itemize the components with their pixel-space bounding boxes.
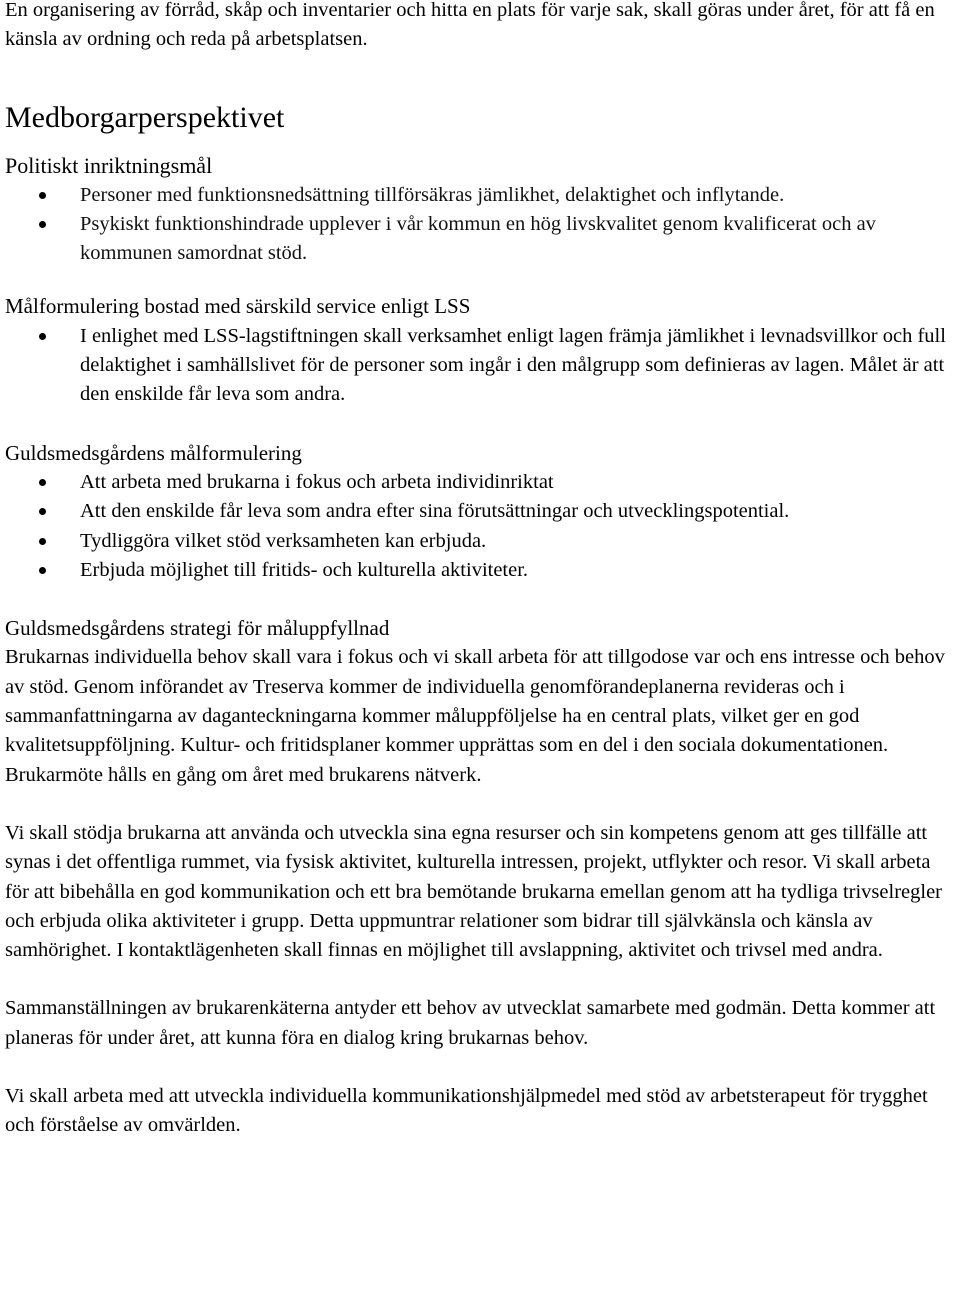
bullet-icon <box>39 538 46 545</box>
list-item-text: Att arbeta med brukarna i fokus och arbeta individinriktat <box>80 470 554 493</box>
spacer <box>5 790 957 819</box>
list-item-text: Erbjuda möjlighet till fritids- och kulturella aktiviteter. <box>80 558 529 581</box>
bullet-icon <box>39 192 46 199</box>
list-item-text: Att den enskilde får leva som andra efter sina förutsättningar och utvecklingspotential. <box>80 500 790 523</box>
bullet-icon <box>39 333 46 340</box>
spacer <box>5 1053 957 1082</box>
bullet-icon <box>39 479 46 486</box>
strategy-paragraph: Sammanställningen av brukarenkäterna antyder ett behov av utvecklat samarbete med godmän. Detta kommer att planeras för under året, att kunna föra en dialog kring brukarnas behov. <box>5 997 936 1049</box>
list-item-text: Tydliggöra vilket stöd verksamheten kan erbjuda. <box>80 529 487 552</box>
spacer <box>5 268 957 292</box>
list-item-text: Personer med funktionsnedsättning tillförsäkras jämlikhet, delaktighet och inflytande. <box>80 183 785 206</box>
document-page <box>5 0 957 1141</box>
strategy-heading: Guldsmedsgårdens strategi för måluppfyllnad <box>5 616 390 641</box>
intro-paragraph: En organisering av förråd, skåp och inventarier och hitta en plats för varje sak, skall göras under året, för att få en känsla av ordning och reda på arbetsplatsen. <box>5 0 935 51</box>
main-heading: Medborgarperspektivet <box>5 100 285 134</box>
policy-heading: Politiskt inriktningsmål <box>5 152 213 178</box>
bullet-icon <box>39 508 46 515</box>
list-item <box>5 322 957 410</box>
bullet-icon <box>39 567 46 574</box>
list-item <box>5 210 957 269</box>
strategy-paragraph: Vi skall stödja brukarna att använda och utveckla sina egna resurser och sin kompetens genom att ges tillfälle att synas i det offentliga rummet, via fysisk aktivitet, kulturella intressen, projekt, utflykter och resor. Vi skall arbeta för att bibehålla en god kommunikation och ett bra bemötande brukarna emellan genom att ha tydliga trivselregler och erbjuda olika aktiviteter i grupp. Detta uppmuntrar relationer som bidrar till självkänsla och känsla av samhörighet. I kontaktlägenheten skall finnas en möjlighet till avslappning, aktivitet och trivsel med andra. <box>5 821 942 962</box>
lss-list <box>5 322 957 410</box>
list-item-text: Psykiskt funktionshindrade upplever i vår kommun en hög livskvalitet genom kvalificerat och av kommunen samordnat stöd. <box>80 212 876 265</box>
lss-heading: Målformulering bostad med särskild service enligt LSS <box>5 294 471 319</box>
policy-list <box>5 181 957 269</box>
list-item <box>5 527 957 556</box>
list-item <box>5 468 957 497</box>
bullet-icon <box>39 221 46 228</box>
strategy-paragraph: Brukarnas individuella behov skall vara i fokus och vi skall arbeta för att tillgodose var och ens intresse och behov av stöd. Genom införandet av Treserva kommer de individuella genomförandeplanerna revideras och i sammanfattningarna av daganteckningarna kommer måluppföljelse ha en central plats, vilket ger en god kvalitetsuppföljning. Kultur- och fritidsplaner kommer upprättas som en del i den sociala dokumentationen. Brukarmöte hålls en gång om året med brukarens nätverk. <box>5 646 945 786</box>
spacer <box>5 965 957 994</box>
spacer <box>5 55 957 98</box>
list-item-text: I enlighet med LSS-lagstiftningen skall verksamhet enligt lagen främja jämlikhet i levnadsvillkor och full delaktighet i samhällslivet för de personer som ingår i den målgrupp som definieras av lagen. Målet är att den enskilde får leva som andra. <box>80 324 946 406</box>
spacer <box>5 585 957 614</box>
strategy-paragraph: Vi skall arbeta med att utveckla individuella kommunikationshjälpmedel med stöd av arbetsterapeut för trygghet och förståelse av omvärlden. <box>5 1085 928 1137</box>
list-item <box>5 556 957 585</box>
list-item <box>5 497 957 526</box>
spacer <box>5 410 957 439</box>
goals-heading: Guldsmedsgårdens målformulering <box>5 440 302 465</box>
list-item <box>5 181 957 210</box>
goals-list <box>5 468 957 585</box>
